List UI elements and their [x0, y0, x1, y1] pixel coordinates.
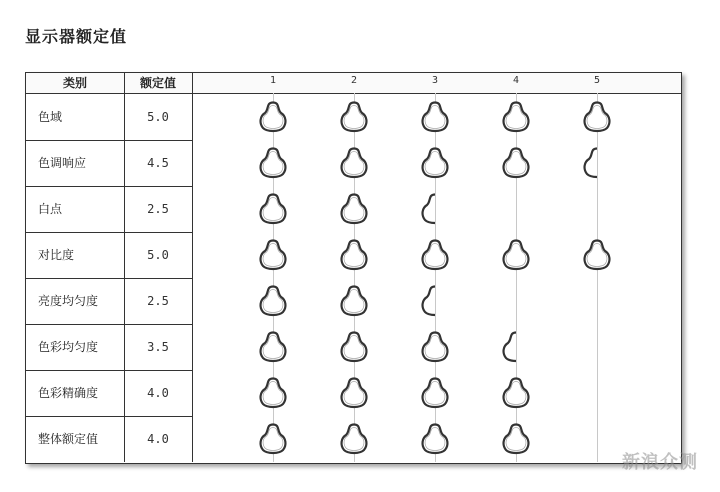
rating-icon-full	[342, 195, 367, 224]
rating-icon-full	[261, 149, 286, 178]
rating-icon-full	[342, 425, 367, 454]
category-label: 对比度	[38, 248, 75, 262]
rating-icon-full	[261, 379, 286, 408]
rating-icon-full	[423, 241, 448, 270]
watermark: 新浪众测	[622, 452, 698, 473]
category-label: 色彩精确度	[38, 386, 99, 400]
rating-icon-half	[504, 333, 529, 362]
rating-icon-half	[423, 195, 448, 224]
rating-icon-full	[504, 379, 529, 408]
rating-tick-3: 3	[431, 75, 439, 86]
score-value: 5.0	[147, 110, 169, 124]
score-value: 4.0	[147, 432, 169, 446]
rating-icon-full	[423, 103, 448, 132]
rating-icon-full	[261, 103, 286, 132]
category-label: 色彩均匀度	[38, 340, 99, 354]
rating-icon-full	[261, 425, 286, 454]
header-category: 类别	[62, 76, 87, 90]
category-label: 亮度均匀度	[38, 294, 99, 308]
rating-icon-half	[585, 149, 610, 178]
rating-icon-full	[342, 241, 367, 270]
category-label: 色域	[38, 110, 63, 124]
rating-icon-full	[342, 149, 367, 178]
rating-icon-full	[504, 103, 529, 132]
rating-icons-layer	[26, 73, 681, 463]
category-label: 色调响应	[38, 156, 87, 170]
rating-icon-full	[423, 425, 448, 454]
rating-icon-full	[504, 425, 529, 454]
score-value: 3.5	[147, 340, 169, 354]
rating-icon-full	[423, 333, 448, 362]
rating-icon-full	[423, 149, 448, 178]
score-value: 4.5	[147, 156, 169, 170]
rating-icon-full	[261, 287, 286, 316]
rating-icon-full	[342, 287, 367, 316]
rating-icon-full	[342, 333, 367, 362]
rating-icon-full	[504, 241, 529, 270]
rating-icon-full	[261, 195, 286, 224]
monitor-rating-table	[25, 72, 682, 464]
category-label: 整体额定值	[38, 432, 99, 446]
category-label: 白点	[38, 202, 63, 216]
rating-tick-5: 5	[593, 75, 601, 86]
page-title: 显示器额定值	[25, 27, 128, 46]
rating-icon-full	[585, 241, 610, 270]
score-value: 5.0	[147, 248, 169, 262]
rating-icon-full	[423, 379, 448, 408]
rating-icon-full	[342, 103, 367, 132]
rating-icon-full	[585, 103, 610, 132]
rating-icon-full	[504, 149, 529, 178]
rating-icon-full	[261, 241, 286, 270]
rating-tick-1: 1	[269, 75, 277, 86]
score-value: 2.5	[147, 202, 169, 216]
rating-tick-2: 2	[350, 75, 358, 86]
rating-icon-half	[423, 287, 448, 316]
rating-tick-4: 4	[512, 75, 520, 86]
header-score: 额定值	[139, 76, 176, 90]
rating-icon-full	[342, 379, 367, 408]
rating-icon-full	[261, 333, 286, 362]
score-value: 4.0	[147, 386, 169, 400]
score-value: 2.5	[147, 294, 169, 308]
